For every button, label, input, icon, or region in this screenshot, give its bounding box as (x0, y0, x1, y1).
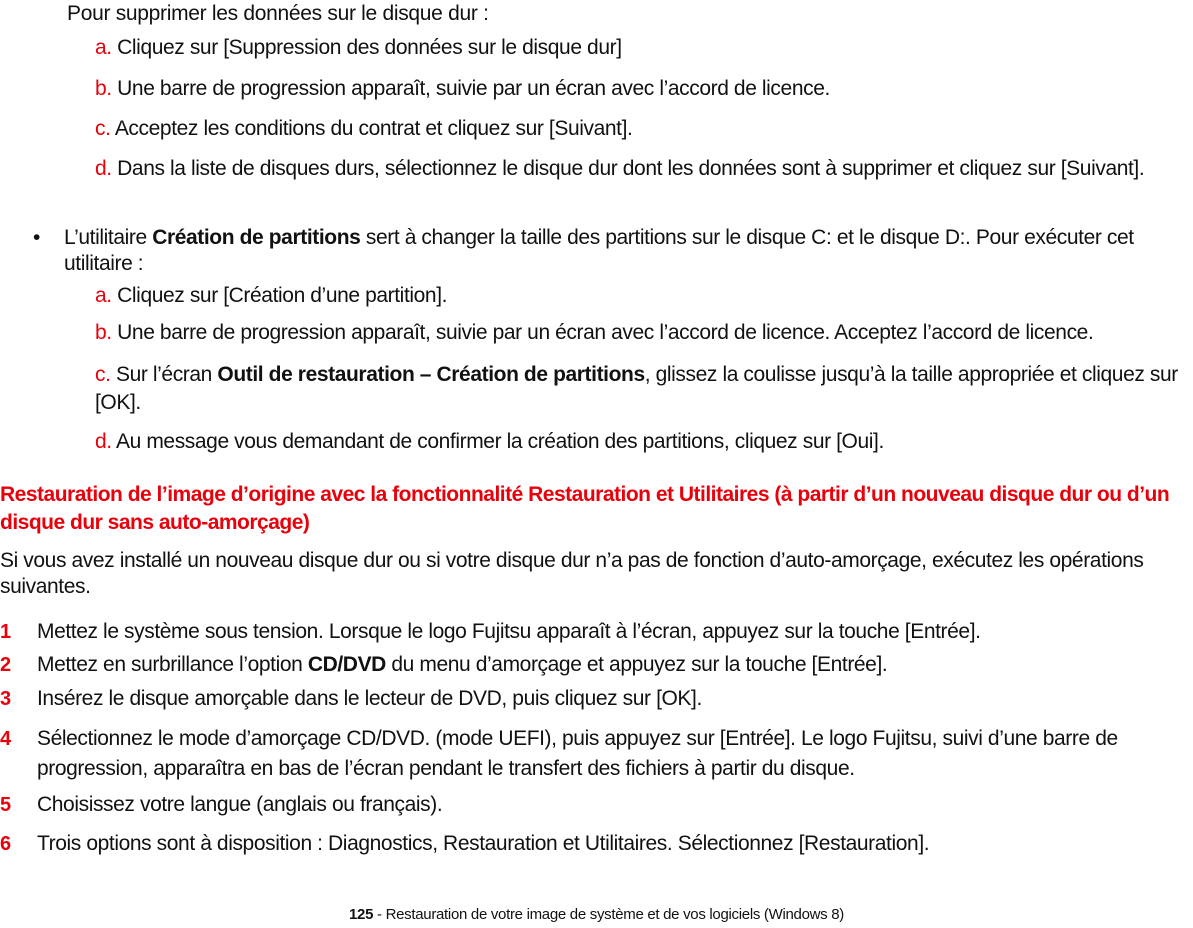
delete-step-c (95, 115, 1193, 143)
numbered-step-3 (0, 684, 1193, 714)
numbered-step-6 (0, 829, 1193, 859)
step-text: Une barre de progression apparaît, suivie par un écran avec l’accord de licence. (117, 77, 830, 100)
partition-step-a (95, 282, 1193, 310)
numbered-step-1 (0, 617, 1193, 647)
step-text: Au message vous demandant de confirmer la création des partitions, cliquez sur [Oui]. (116, 430, 884, 453)
utility-name: Création de partitions (152, 226, 361, 249)
partition-step-d (95, 428, 1193, 456)
step-text: Sélectionnez le mode d’amorçage CD/DVD. (mode UEFI), puis appuyez sur [Entrée]. Le logo Fujitsu, suivi d’une barre de progression, apparaîtra en bas de l’écran pendant le transfert des fichiers à partir du disque. (37, 727, 1118, 780)
section-heading: Restauration de l’image d’origine avec la fonctionnalité Restauration et Utilitaires (à partir d’un nouveau disque dur ou d’un disque dur sans auto-amorçage) (0, 483, 1170, 534)
step-letter: d. (95, 430, 112, 453)
step-letter: c. (95, 363, 111, 386)
delete-step-b (95, 75, 1193, 103)
partition-step-c: c. Sur l’écran Outil de restauration – Création de partitions, glissez la coulisse jusqu’à la taille appropriée et cliquez sur [OK]. (95, 363, 1178, 414)
step-letter: a. (95, 36, 112, 59)
bullet-partition-utility (33, 225, 1183, 277)
step-text: Dans la liste de disques durs, sélectionnez le disque dur dont les données sont à supprimer et cliquez sur [Suivant]. (117, 157, 1145, 180)
delete-step-d (95, 155, 1193, 183)
step-number: 3 (0, 688, 11, 710)
step-text: Cliquez sur [Création d’une partition]. (117, 284, 448, 307)
intro-paragraph: Si vous avez installé un nouveau disque dur ou si votre disque dur n’a pas de fonction d’auto-amorçage, exécutez les opérations suivantes. (0, 549, 1144, 598)
bullet-dot: • (33, 226, 40, 249)
step-number: 4 (0, 728, 11, 750)
screen-name: Outil de restauration – Création de partitions (217, 363, 645, 386)
step-letter: b. (95, 77, 112, 100)
page-number: 125 (349, 906, 374, 923)
step-number: 6 (0, 833, 11, 855)
numbered-step-4 (0, 724, 1193, 784)
step-text: Trois options sont à disposition : Diagnostics, Restauration et Utilitaires. Sélectionnez [Restauration]. (37, 832, 930, 855)
delete-step-a (95, 34, 1193, 62)
step-number: 1 (0, 621, 11, 643)
step-text: Mettez le système sous tension. Lorsque le logo Fujitsu apparaît à l’écran, appuyez sur la touche [Entrée]. (37, 620, 981, 643)
step-letter: c. (95, 117, 111, 140)
footer-text: - Restauration de votre image de système et de vos logiciels (Windows 8) (373, 906, 844, 923)
step-number: 5 (0, 794, 11, 816)
step-letter: b. (95, 321, 112, 344)
step-letter: d. (95, 157, 112, 180)
partition-step-b (95, 319, 1193, 347)
step-text: Choisissez votre langue (anglais ou français). (37, 793, 443, 816)
step-text: Une barre de progression apparaît, suivie par un écran avec l’accord de licence. Acceptez l’accord de licence. (117, 321, 1094, 344)
page-footer (0, 906, 1193, 923)
intro-text: Pour supprimer les données sur le disque dur : (67, 2, 489, 25)
bullet-text: L’utilitaire Création de partitions sert à changer la taille des partitions sur le disque C: et le disque D:. Pour exécuter cet utilitaire : (64, 226, 1134, 275)
step-text: Insérez le disque amorçable dans le lecteur de DVD, puis cliquez sur [OK]. (37, 687, 702, 710)
numbered-step-5 (0, 790, 1193, 820)
step-number: 2 (0, 654, 11, 676)
step-text: Acceptez les conditions du contrat et cliquez sur [Suivant]. (114, 117, 633, 140)
numbered-step-2 (0, 650, 1193, 680)
step-text: Cliquez sur [Suppression des données sur le disque dur] (117, 36, 622, 59)
step-letter: a. (95, 284, 112, 307)
option-name: CD/DVD (307, 653, 386, 676)
step-text: Mettez en surbrillance l’option CD/DVD du menu d’amorçage et appuyez sur la touche [Entrée]. (37, 653, 888, 676)
